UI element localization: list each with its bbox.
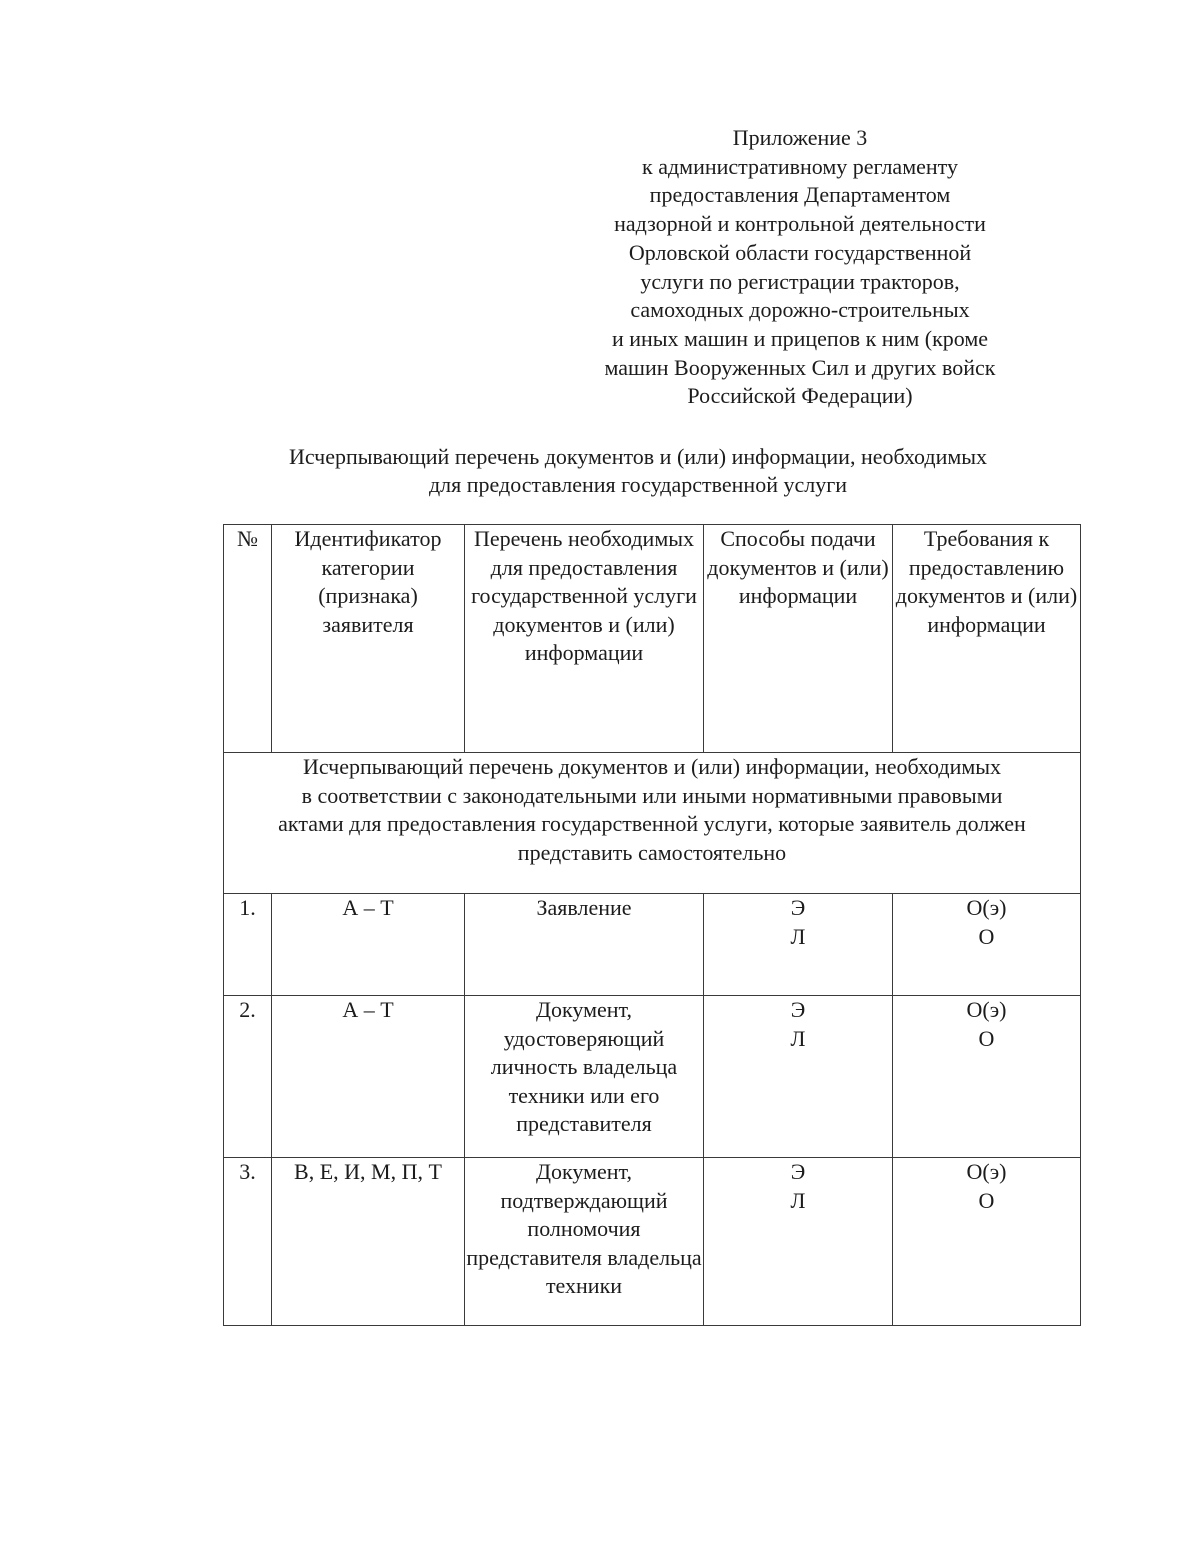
row-document: Документ, удостоверяющий личность владельца техники или его представителя <box>465 996 704 1158</box>
method-code: Э <box>790 895 806 920</box>
appendix-line: услуги по регистрации тракторов, <box>640 268 960 294</box>
documents-table <box>223 524 1081 1326</box>
header-number-text: № <box>237 526 258 551</box>
section-heading-line: Исчерпывающий перечень документов и (или) информации, необходимых <box>302 754 1002 779</box>
row-identifier: А – Т <box>272 894 465 996</box>
row-requirements <box>893 1158 1081 1326</box>
requirement-code: О(э) <box>966 997 1007 1022</box>
header-methods <box>704 525 893 753</box>
document-title-line: Исчерпывающий перечень документов и (или) информации, необходимых <box>288 444 988 469</box>
header-identifier <box>272 525 465 753</box>
appendix-line: и иных машин и прицепов к ним (кроме <box>611 325 989 351</box>
table-header-row <box>224 525 1081 753</box>
header-identifier-text: Идентификатор категории (признака) заявителя <box>294 526 442 637</box>
appendix-line: Орловской области государственной <box>628 239 972 265</box>
row-methods <box>704 1158 893 1326</box>
appendix-line: предоставления Департаментом <box>649 182 951 208</box>
requirement-code: О(э) <box>966 895 1007 920</box>
header-requirements <box>893 525 1081 753</box>
requirement-code: О <box>978 923 995 949</box>
row-methods <box>704 996 893 1158</box>
section-heading <box>224 753 1081 894</box>
appendix-line: Российской Федерации) <box>687 383 913 409</box>
row-number: 1. <box>224 894 272 996</box>
method-code: Э <box>790 997 806 1022</box>
method-code: Л <box>790 1025 806 1051</box>
appendix-line: Приложение 3 <box>732 125 868 150</box>
table-row <box>224 1158 1081 1326</box>
section-heading-line: представить самостоятельно <box>517 839 787 865</box>
method-code: Л <box>790 923 806 949</box>
header-number <box>224 525 272 753</box>
document-title <box>200 443 1076 499</box>
table-row <box>224 894 1081 996</box>
header-methods-text: Способы подачи документов и (или) информации <box>707 526 889 608</box>
method-code: Л <box>790 1187 806 1213</box>
section-heading-line: актами для предоставления государственной услуги, которые заявитель должен <box>278 811 1026 836</box>
row-requirements <box>893 894 1081 996</box>
appendix-header <box>560 124 1040 411</box>
table-row <box>224 996 1081 1158</box>
row-document: Заявление <box>465 894 704 996</box>
method-code: Э <box>790 1159 806 1184</box>
requirement-code: О <box>978 1187 995 1213</box>
requirement-code: О(э) <box>966 1159 1007 1184</box>
header-requirements-text: Требования к предоставлению документов и (или) информации <box>895 526 1078 637</box>
row-identifier: В, Е, И, М, П, Т <box>272 1158 465 1326</box>
section-heading-line: в соответствии с законодательными или иными нормативными правовыми <box>301 782 1003 808</box>
row-number: 2. <box>224 996 272 1158</box>
appendix-line: надзорной и контрольной деятельности <box>614 211 986 237</box>
row-document: Документ, подтверждающий полномочия представителя владельца техники <box>465 1158 704 1326</box>
document-title-line: для предоставления государственной услуги <box>428 472 848 497</box>
appendix-line: машин Вооруженных Сил и других войск <box>604 354 996 380</box>
appendix-line: к административному регламенту <box>642 153 958 179</box>
row-methods <box>704 894 893 996</box>
appendix-line: самоходных дорожно-строительных <box>630 297 970 323</box>
row-number: 3. <box>224 1158 272 1326</box>
row-identifier: А – Т <box>272 996 465 1158</box>
row-requirements <box>893 996 1081 1158</box>
section-heading-row <box>224 753 1081 894</box>
requirement-code: О <box>978 1025 995 1051</box>
header-documents <box>465 525 704 753</box>
header-documents-text: Перечень необходимых для предоставления государственной услуги документов и (или) информации <box>471 526 697 665</box>
